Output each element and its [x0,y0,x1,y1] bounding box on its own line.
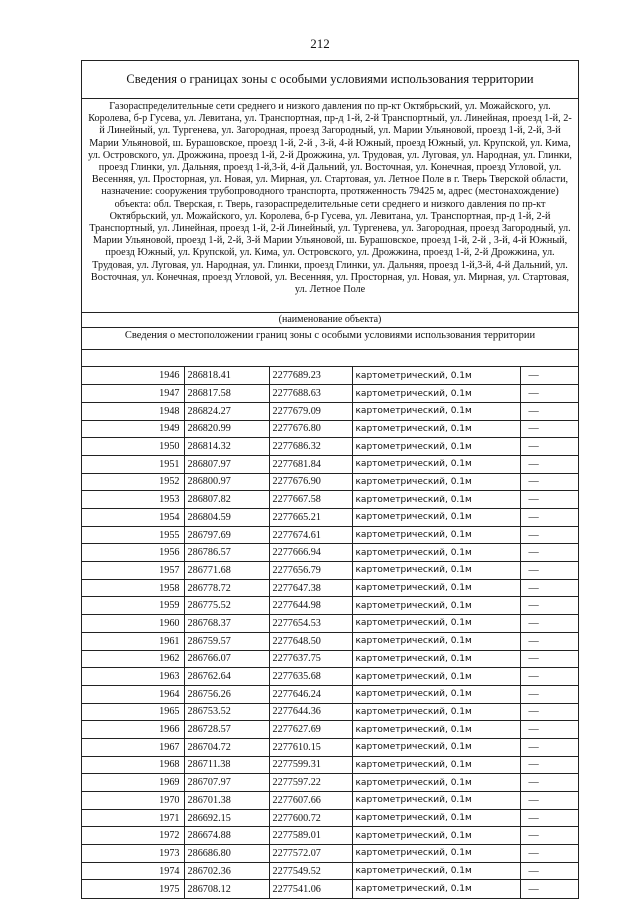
table-spacer [82,350,578,367]
coord-x: 286797.69 [184,526,269,544]
method-accuracy: картометрический, 0.1м [352,738,520,756]
coord-y: 2277589.01 [269,827,352,845]
table-row [82,579,578,597]
coord-y: 2277681.84 [269,455,352,473]
description-cell: — [520,721,578,739]
object-description: Газораспределительные сети среднего и низкого давления по пр-кт Октябрьский, ул. Можайского, ул. Королева, б-р Гусева, ул. Левитана, ул. Транспортная, пр-д 1-й, 2-й Транспортный, ул. Линейная, проезд 1-й, 2-й Линейный, ул. Тургенева, ул. Загородная, проезд Загородный, ул. Марии Ульяновой, проезд 1-й, 2-й, 3-й Марии Ульяновой, ш. Бурашовское, проезд 1-й, 2-й , 3-й, 4-й Южный, проезд Южный, ул. Крупской, ул. Кима, ул. Островского, ул. Дрожжина, проезд 1-й, 2-й Дрожжина, ул. Трудовая, ул. Луговая, ул. Народная, ул. Глинки, проезд Глинки, ул. Дальняя, проезд 1-й,3-й, 4-й Дальний, ул. Восточная, ул. Конечная, проезд Угловой, ул. Весенняя, ул. Просторная, ул. Новая, ул. Мирная, ул. Стартовая, ул. Летное Поле в г. Тверь Тверской области, назначение: сооружения трубопроводного транспорта, протяженность 79425 м, адрес (местонахождение) объекта: обл. Тверская, г. Тверь, газораспределительные сети среднего и низкого давления по пр-кт Октябрьский, ул. Можайского, ул. Королева, б-р Гусева, ул. Левитана, ул. Транспортная, пр-д 1-й, 2-й Транспортный, ул. Линейная, проезд 1-й, 2-й Линейный, ул. Тургенева, ул. Загородная, проезд Загородный, ул. Марии Ульяновой, проезд 1-й, 2-й, 3-й Марии Ульяновой, ш. Бурашовское, проезд 1-й, 2-й , 3-й, 4-й Южный, проезд Южный, ул. Крупской, ул. Кима, ул. Островского, ул. Дрожжина, проезд 1-й, 2-й Дрожжина, ул. Трудовая, ул. Луговая, ул. Народная, ул. Глинки, проезд Глинки, ул. Дальняя, проезд 1-й,3-й, 4-й Дальний, ул. Восточная, ул. Конечная, проезд Угловой, ул. Весенняя, ул. Просторная, ул. Новая, ул. Мирная, ул. Стартовая, ул. Летное Поле [88,101,572,296]
point-number: 1974 [82,862,184,880]
coord-y: 2277674.61 [269,526,352,544]
coord-y: 2277646.24 [269,685,352,703]
description-cell: — [520,491,578,509]
method-accuracy: картометрический, 0.1м [352,668,520,686]
coord-x: 286753.52 [184,703,269,721]
point-number: 1975 [82,880,184,898]
table-row [82,597,578,615]
coord-x: 286692.15 [184,809,269,827]
coord-x: 286701.38 [184,792,269,810]
point-number: 1969 [82,774,184,792]
method-accuracy: картометрический, 0.1м [352,615,520,633]
table-row [82,862,578,880]
point-number: 1956 [82,544,184,562]
method-accuracy: картометрический, 0.1м [352,455,520,473]
point-number: 1965 [82,703,184,721]
coord-x: 286759.57 [184,632,269,650]
method-accuracy: картометрический, 0.1м [352,809,520,827]
description-cell: — [520,862,578,880]
coord-y: 2277656.79 [269,562,352,580]
coord-x: 286702.36 [184,862,269,880]
table-row [82,544,578,562]
description-cell: — [520,668,578,686]
point-number: 1959 [82,597,184,615]
coord-y: 2277654.53 [269,615,352,633]
description-cell: — [520,738,578,756]
description-cell: — [520,455,578,473]
method-accuracy: картометрический, 0.1м [352,526,520,544]
coord-x: 286818.41 [184,367,269,385]
method-accuracy: картометрический, 0.1м [352,862,520,880]
table-row [82,827,578,845]
coord-x: 286704.72 [184,738,269,756]
coord-y: 2277667.58 [269,491,352,509]
method-accuracy: картометрический, 0.1м [352,438,520,456]
coord-x: 286814.32 [184,438,269,456]
description-cell: — [520,597,578,615]
table-row [82,385,578,403]
point-number: 1967 [82,738,184,756]
table-row [82,367,578,385]
coord-x: 286807.82 [184,491,269,509]
description-cell: — [520,544,578,562]
method-accuracy: картометрический, 0.1м [352,756,520,774]
description-cell: — [520,402,578,420]
description-cell: — [520,792,578,810]
method-accuracy: картометрический, 0.1м [352,402,520,420]
coord-y: 2277676.80 [269,420,352,438]
table-row [82,526,578,544]
coord-x: 286708.12 [184,880,269,898]
point-number: 1955 [82,526,184,544]
description-cell: — [520,385,578,403]
description-cell: — [520,509,578,527]
coord-x: 286674.88 [184,827,269,845]
method-accuracy: картометрический, 0.1м [352,562,520,580]
method-accuracy: картометрический, 0.1м [352,473,520,491]
table-row [82,491,578,509]
point-number: 1973 [82,845,184,863]
method-accuracy: картометрический, 0.1м [352,650,520,668]
coord-y: 2277549.52 [269,862,352,880]
point-number: 1971 [82,809,184,827]
point-number: 1964 [82,685,184,703]
description-cell: — [520,526,578,544]
point-number: 1961 [82,632,184,650]
method-accuracy: картометрический, 0.1м [352,385,520,403]
method-accuracy: картометрический, 0.1м [352,685,520,703]
point-number: 1946 [82,367,184,385]
point-number: 1970 [82,792,184,810]
method-accuracy: картометрический, 0.1м [352,367,520,385]
table-row [82,845,578,863]
coord-x: 286804.59 [184,509,269,527]
description-cell: — [520,845,578,863]
method-accuracy: картометрический, 0.1м [352,774,520,792]
point-number: 1954 [82,509,184,527]
coord-y: 2277597.22 [269,774,352,792]
description-cell: — [520,880,578,898]
coord-x: 286807.97 [184,455,269,473]
point-number: 1949 [82,420,184,438]
coord-y: 2277635.68 [269,668,352,686]
coord-x: 286824.27 [184,402,269,420]
table-row [82,792,578,810]
coord-x: 286768.37 [184,615,269,633]
method-accuracy: картометрический, 0.1м [352,579,520,597]
coord-y: 2277679.09 [269,402,352,420]
method-accuracy: картометрический, 0.1м [352,491,520,509]
coord-y: 2277689.23 [269,367,352,385]
point-number: 1958 [82,579,184,597]
table-row [82,438,578,456]
description-cell: — [520,473,578,491]
table-row [82,880,578,898]
description-cell: — [520,420,578,438]
table-row [82,420,578,438]
method-accuracy: картометрический, 0.1м [352,845,520,863]
location-section-title: Сведения о местоположении границ зоны с особыми условиями использования территории [82,328,578,350]
coord-x: 286766.07 [184,650,269,668]
point-number: 1951 [82,455,184,473]
coord-x: 286820.99 [184,420,269,438]
table-row [82,509,578,527]
table-row [82,668,578,686]
method-accuracy: картометрический, 0.1м [352,880,520,898]
point-number: 1950 [82,438,184,456]
method-accuracy: картометрический, 0.1м [352,792,520,810]
description-cell: — [520,615,578,633]
description-cell: — [520,438,578,456]
coord-x: 286756.26 [184,685,269,703]
table-row [82,721,578,739]
table-row [82,738,578,756]
method-accuracy: картометрический, 0.1м [352,420,520,438]
coord-y: 2277666.94 [269,544,352,562]
point-number: 1957 [82,562,184,580]
description-cell: — [520,579,578,597]
coord-x: 286775.52 [184,597,269,615]
method-accuracy: картометрический, 0.1м [352,544,520,562]
page-number: 212 [310,36,330,51]
table-row [82,756,578,774]
coord-x: 286707.97 [184,774,269,792]
table-row [82,615,578,633]
coord-x: 286711.38 [184,756,269,774]
coord-x: 286728.57 [184,721,269,739]
description-cell: — [520,632,578,650]
point-number: 1948 [82,402,184,420]
description-cell: — [520,774,578,792]
coordinates-table [82,367,578,898]
coord-y: 2277644.36 [269,703,352,721]
coord-x: 286817.58 [184,385,269,403]
coord-y: 2277637.75 [269,650,352,668]
zone-boundary-document [81,60,579,899]
document-title: Сведения о границах зоны с особыми условиями использования территории [82,61,578,99]
coord-x: 286800.97 [184,473,269,491]
table-row [82,650,578,668]
coord-y: 2277541.06 [269,880,352,898]
coord-y: 2277665.21 [269,509,352,527]
coord-y: 2277688.63 [269,385,352,403]
method-accuracy: картометрический, 0.1м [352,597,520,615]
table-row [82,774,578,792]
table-row [82,562,578,580]
coord-y: 2277627.69 [269,721,352,739]
coord-y: 2277607.66 [269,792,352,810]
point-number: 1962 [82,650,184,668]
description-cell: — [520,756,578,774]
method-accuracy: картометрический, 0.1м [352,703,520,721]
table-row [82,809,578,827]
table-row [82,685,578,703]
method-accuracy: картометрический, 0.1м [352,827,520,845]
object-name-caption: (наименование объекта) [82,312,578,328]
point-number: 1960 [82,615,184,633]
point-number: 1972 [82,827,184,845]
coord-y: 2277644.98 [269,597,352,615]
method-accuracy: картометрический, 0.1м [352,509,520,527]
description-cell: — [520,809,578,827]
table-row [82,402,578,420]
coord-x: 286778.72 [184,579,269,597]
point-number: 1947 [82,385,184,403]
point-number: 1952 [82,473,184,491]
table-row [82,632,578,650]
description-cell: — [520,703,578,721]
coord-x: 286762.64 [184,668,269,686]
coord-y: 2277600.72 [269,809,352,827]
method-accuracy: картометрический, 0.1м [352,721,520,739]
coord-x: 286786.57 [184,544,269,562]
coord-y: 2277686.32 [269,438,352,456]
coord-y: 2277572.07 [269,845,352,863]
description-cell: — [520,827,578,845]
coord-x: 286771.68 [184,562,269,580]
description-cell: — [520,685,578,703]
table-row [82,473,578,491]
method-accuracy: картометрический, 0.1м [352,632,520,650]
coord-y: 2277599.31 [269,756,352,774]
coord-y: 2277647.38 [269,579,352,597]
description-cell: — [520,562,578,580]
description-cell: — [520,650,578,668]
coord-y: 2277610.15 [269,738,352,756]
coord-y: 2277648.50 [269,632,352,650]
description-cell: — [520,367,578,385]
coord-y: 2277676.90 [269,473,352,491]
point-number: 1966 [82,721,184,739]
point-number: 1963 [82,668,184,686]
coord-x: 286686.80 [184,845,269,863]
table-row [82,455,578,473]
point-number: 1953 [82,491,184,509]
table-row [82,703,578,721]
point-number: 1968 [82,756,184,774]
